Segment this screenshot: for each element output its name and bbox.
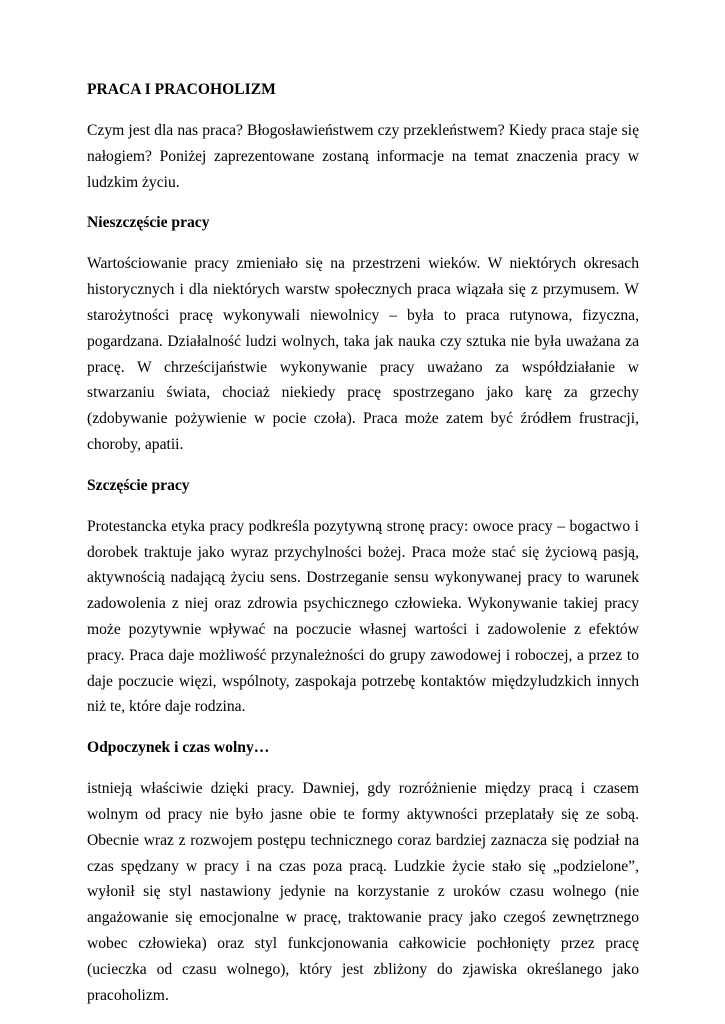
intro-paragraph: Czym jest dla nas praca? Błogosławieństwem czy przekleństwem? Kiedy praca staje się nałogiem? Poniżej zaprezentowane zostaną informacje na temat znaczenia pracy w ludzkim życiu.: [87, 122, 639, 191]
section-heading-leisure: Odpoczynek i czas wolny…: [87, 739, 270, 757]
section-heading-happiness: Szczęście pracy: [87, 476, 190, 494]
section-heading-misfortune: Nieszczęście pracy: [87, 214, 210, 232]
document-title: PRACA I PRACOHOLIZM: [87, 81, 276, 98]
document-page: [87, 78, 639, 1024]
section-body-leisure: istnieją właściwie dzięki pracy. Dawniej, gdy rozróżnienie między pracą i czasem wolnym od pracy nie było jasne obie te formy aktywności przeplatały się ze sobą. Obecnie wraz z rozwojem postępu technicznego coraz bardziej zaznacza się podział na czas spędzany w pracy i na czas poza pracą. Ludzkie życie stało się „podzielone”, wyłonił się styl nastawiony jedynie na korzystanie z uroków czasu wolnego (nie angażowanie się emocjonalne w pracę, traktowanie pracy jako czegoś zewnętrznego wobec człowieka) oraz styl funkcjonowania całkowicie pochłonięty przez pracę (ucieczka od czasu wolnego), który jest zbliżony do zjawiska określanego jako pracoholizm.: [87, 780, 639, 1004]
section-body-misfortune: Wartościowanie pracy zmieniało się na przestrzeni wieków. W niektórych okresach historycznych i dla niektórych warstw społecznych praca wiązała się z przymusem. W starożytności pracę wykonywali niewolnicy – była to praca rutynowa, fizyczna, pogardzana. Działalność ludzi wolnych, taka jak nauka czy sztuka nie była uważana za pracę. W chrześcijaństwie wykonywanie pracy uważano za współdziałanie w stwarzaniu świata, chociaż niekiedy pracę spostrzegano jako karę za grzechy (zdobywanie pożywienie w pocie czoła). Praca może zatem być źródłem frustracji, choroby, apatii.: [87, 255, 639, 453]
section-body-happiness: Protestancka etyka pracy podkreśla pozytywną stronę pracy: owoce pracy – bogactwo i dorobek traktuje jako wyraz przychylności bożej. Praca może stać się życiową pasją, aktywnością nadającą życiu sens. Dostrzeganie sensu wykonywanej pracy to warunek zadowolenia z niej oraz zdrowia psychicznego człowieka. Wykonywanie takiej pracy może pozytywnie wpływać na poczucie własnej wartości i zadowolenie z efektów pracy. Praca daje możliwość przynależności do grupy zawodowej i roboczej, a przez to daje poczucie więzi, wspólnoty, zaspokaja potrzebę kontaktów międzyludzkich innych niż te, które daje rodzina.: [87, 517, 639, 716]
